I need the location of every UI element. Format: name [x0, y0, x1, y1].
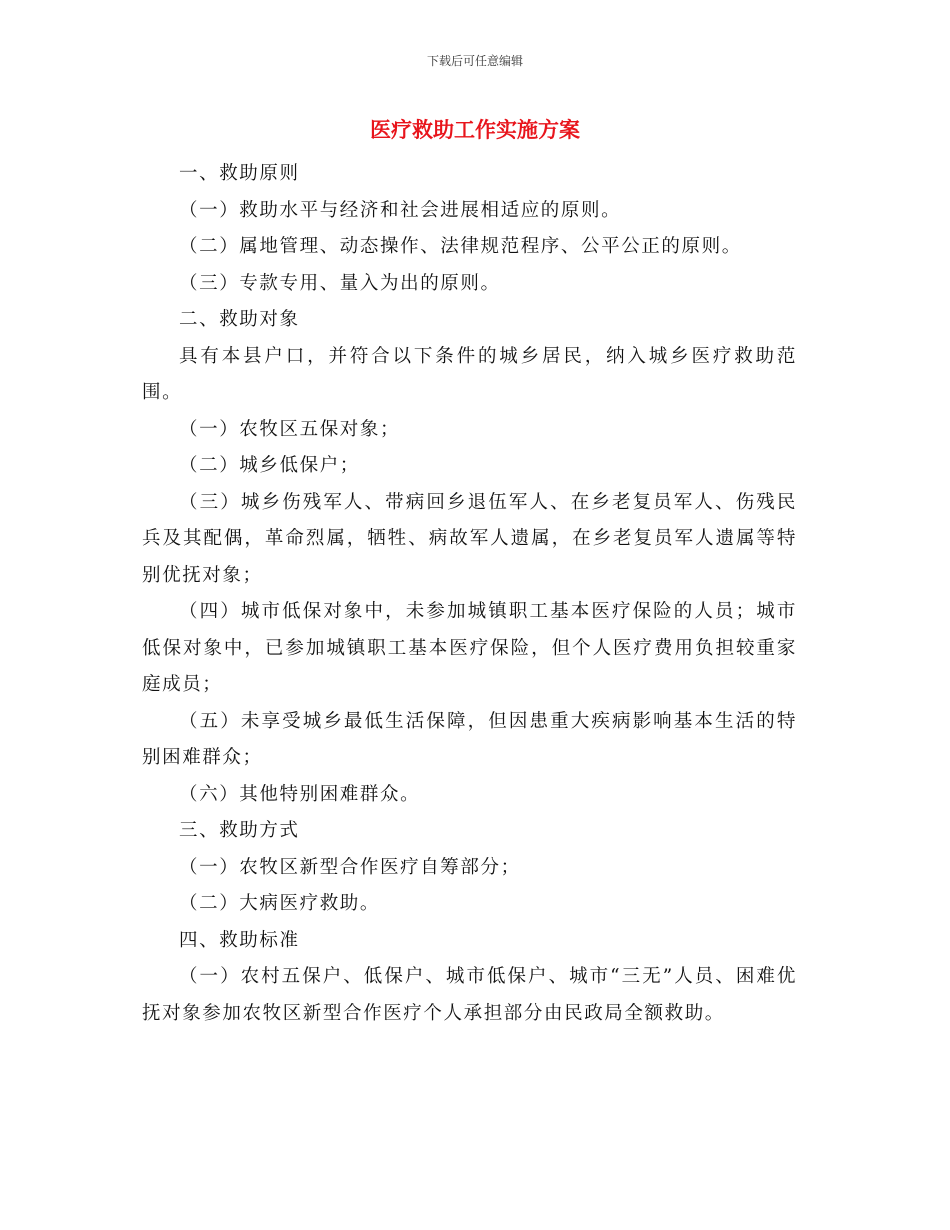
section-heading-standards: 四、救助标准 — [179, 929, 300, 951]
paragraph: 具有本县户口，并符合以下条件的城乡居民，纳入城乡医疗救助范围。 — [142, 345, 797, 403]
section-heading-principles: 一、救助原则 — [179, 163, 300, 184]
paragraph: （三）专款专用、量入为出的原则。 — [179, 272, 501, 294]
paragraph: （三）城乡伤残军人、带病回乡退伍军人、在乡老复员军人、伤残民兵及其配偶，革命烈属，牺牲、病故军人遗属，在乡老复员军人遗属等特别优抚对象； — [142, 491, 797, 586]
paragraph: （一）农村五保户、低保户、城市低保户、城市“三无”人员、困难优抚对象参加农牧区新型合作医疗个人承担部分由民政局全额救助。 — [142, 966, 797, 1024]
document-title: 医疗救助工作实施方案 — [370, 118, 580, 142]
paragraph: （六）其他特别困难群众。 — [179, 783, 421, 805]
paragraph: （四）城市低保对象中，未参加城镇职工基本医疗保险的人员；城市低保对象中，已参加城镇职工基本医疗保险，但个人医疗费用负担较重家庭成员； — [142, 601, 797, 695]
paragraph: （二）大病医疗救助。 — [179, 893, 381, 914]
page-header-note: 下载后可任意编辑 — [426, 54, 523, 68]
section-heading-recipients: 二、救助对象 — [179, 309, 300, 330]
paragraph: （二）城乡低保户； — [179, 455, 360, 476]
paragraph: （五）未享受城乡最低生活保障，但因患重大疾病影响基本生活的特别困难群众； — [142, 710, 797, 768]
document-body — [142, 156, 797, 1032]
section-heading-methods: 三、救助方式 — [179, 820, 300, 841]
paragraph: （一）救助水平与经济和社会进展相适应的原则。 — [179, 199, 622, 221]
paragraph: （一）农牧区新型合作医疗自筹部分； — [179, 856, 521, 878]
paragraph: （一）农牧区五保对象； — [179, 418, 401, 440]
paragraph: （二）属地管理、动态操作、法律规范程序、公平公正的原则。 — [179, 236, 742, 257]
